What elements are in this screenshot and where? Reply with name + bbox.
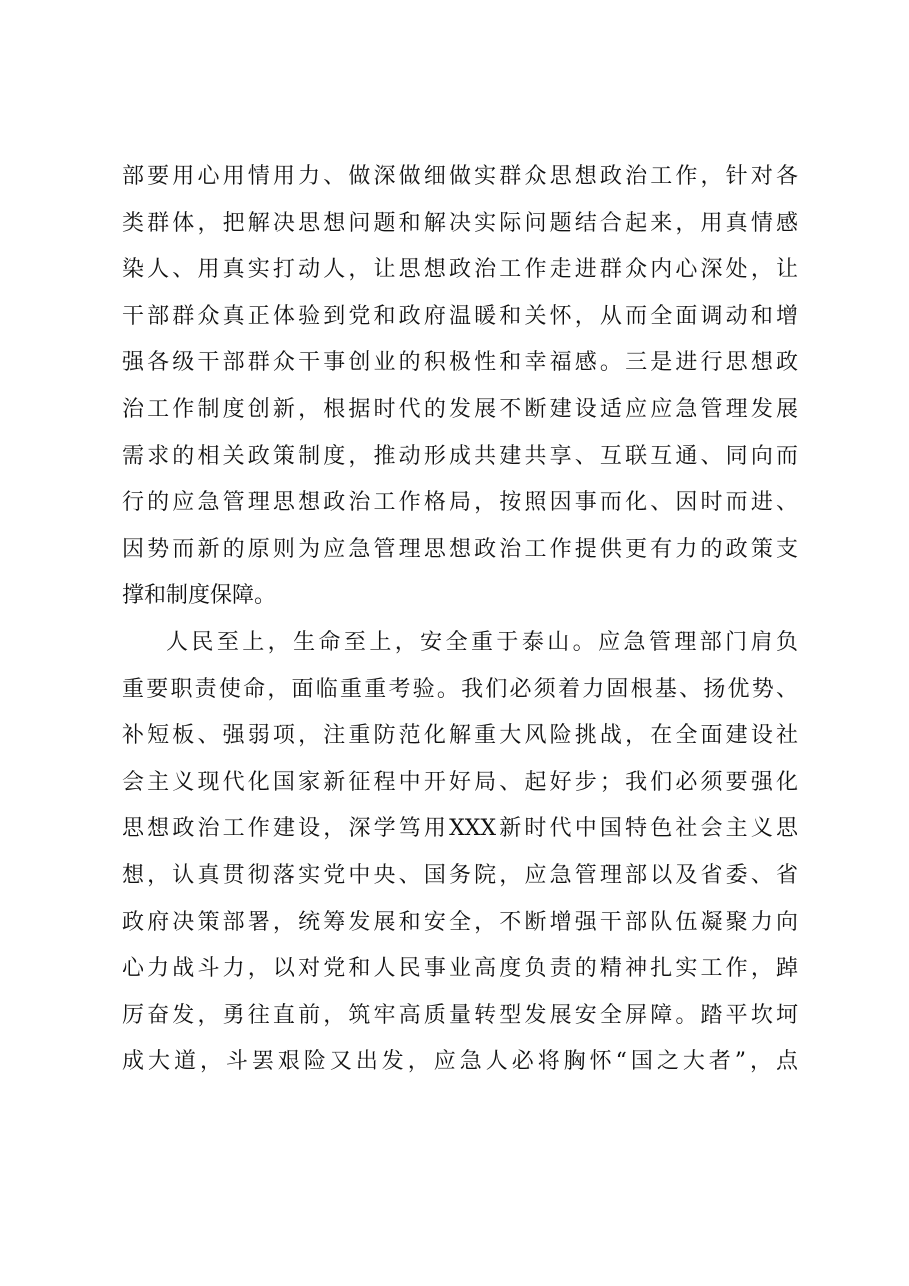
text-line: 心力战斗力，以对党和人民事业高度负责的精神扎实工作，踔 [122,956,798,982]
text-line: 需求的相关政策制度，推动形成共建共享、互联互通、同向而 [122,443,798,469]
text-line: 部要用心用情用力、做深做细做实群众思想政治工作，针对各 [122,164,798,189]
text-line: 行的应急管理思想政治工作格局，按照因事而化、因时而进、 [122,490,798,516]
text-line: 思想政治工作建设，深学笃用XXX新时代中国特色社会主义思 [122,816,798,842]
text-line: 会主义现代化国家新征程中开好局、起好步；我们必须要强化 [122,769,798,795]
paragraph-2 [122,620,798,1086]
text-line: 重要职责使命，面临重重考验。我们必须着力固根基、扬优势、 [122,676,798,702]
text-line: 染人、用真实打动人，让思想政治工作走进群众内心深处，让 [122,257,798,283]
text-line: 政府决策部署，统筹发展和安全，不断增强干部队伍凝聚力向 [122,909,798,935]
text-line: 成大道，斗罢艰险又出发，应急人必将胸怀“国之大者”，点 [122,1049,798,1075]
text-line: 类群体，把解决思想问题和解决实际问题结合起来，用真情感 [122,210,798,236]
text-line: 补短板、强弱项，注重防范化解重大风险挑战，在全面建设社 [122,723,798,749]
text-line: 强各级干部群众干事创业的积极性和幸福感。三是进行思想政 [122,350,798,376]
text-line-first: 人民至上，生命至上，安全重于泰山。应急管理部门肩负 [166,629,798,655]
text-line: 撑和制度保障。 [122,583,277,609]
text-line: 干部群众真正体验到党和政府温暖和关怀，从而全面调动和增 [122,303,798,329]
paragraph-1 [122,154,798,620]
text-line: 想，认真贯彻落实党中央、国务院，应急管理部以及省委、省 [122,862,798,888]
text-line: 治工作制度创新，根据时代的发展不断建设适应应急管理发展 [122,396,798,422]
text-line: 厉奋发，勇往直前，筑牢高质量转型发展安全屏障。踏平坎坷 [122,1002,798,1028]
document-body [122,154,798,1086]
text-line: 因势而新的原则为应急管理思想政治工作提供更有力的政策支 [122,536,798,562]
